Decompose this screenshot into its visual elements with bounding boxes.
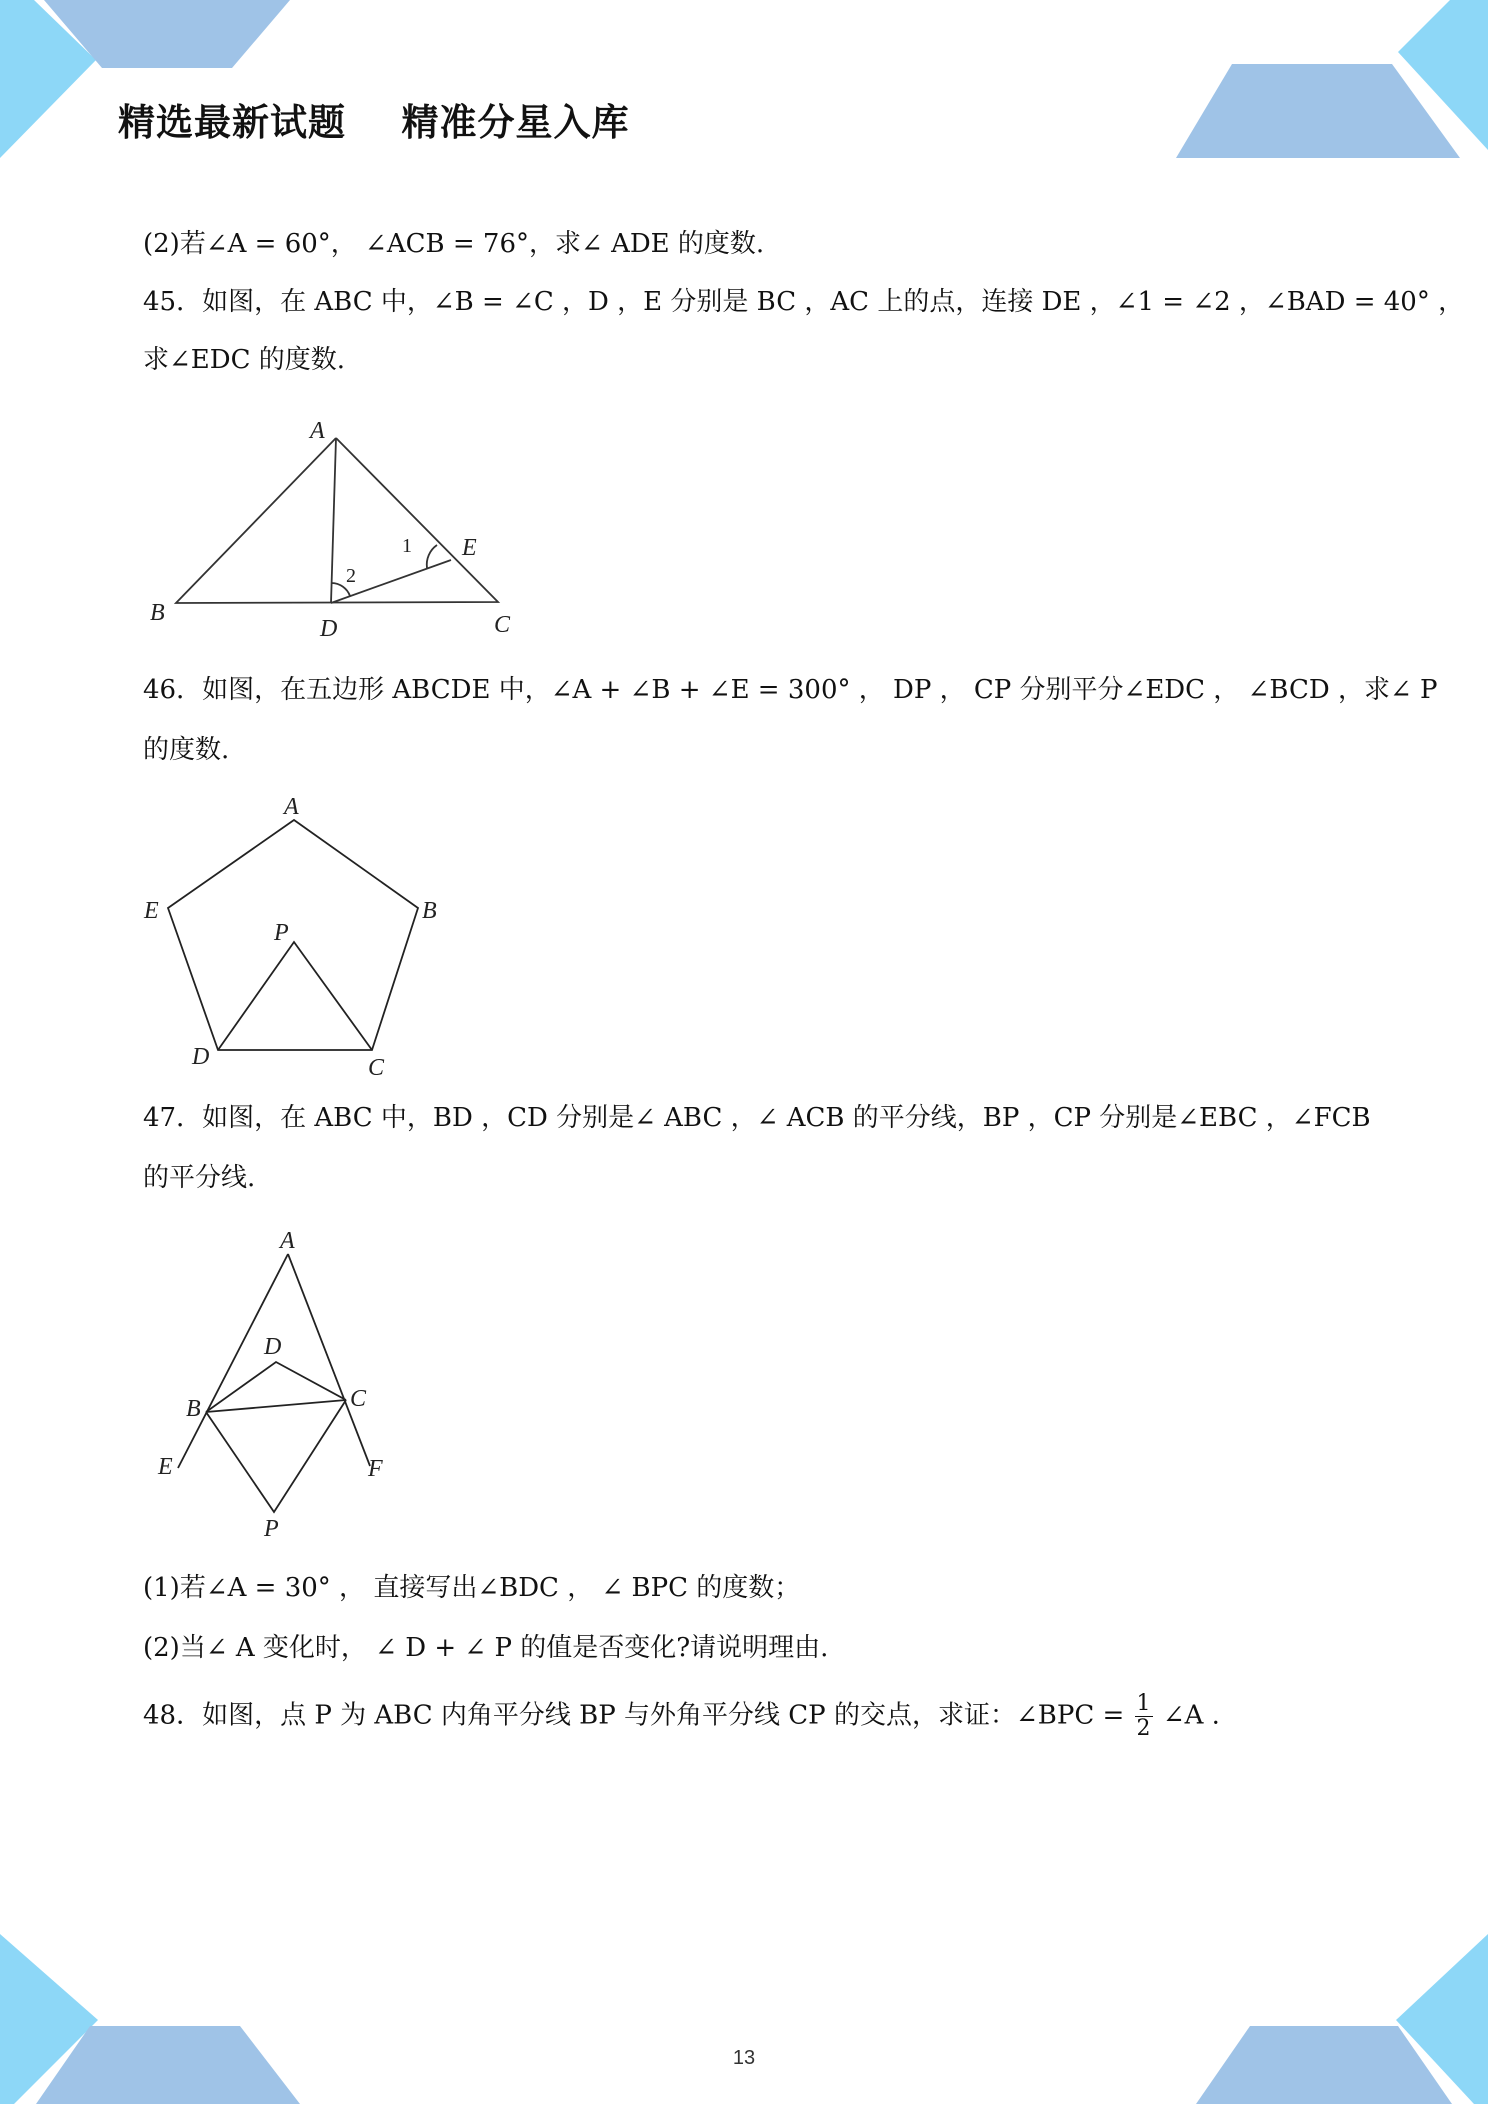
fig46-label-p: P bbox=[274, 920, 289, 946]
fig46-label-a: A bbox=[284, 794, 299, 820]
fig45-label-a: A bbox=[310, 418, 325, 444]
figure-46-pentagon bbox=[138, 786, 458, 1076]
fig46-label-b: B bbox=[422, 898, 437, 924]
fig45-label-c: C bbox=[494, 612, 511, 638]
question-45-line-2: 求∠EDC 的度数. bbox=[143, 345, 346, 375]
fig47-segments-bdc bbox=[206, 1362, 346, 1412]
fig47-label-b: B bbox=[186, 1396, 201, 1422]
question-46-line-1: 46．如图，在五边形 ABCDE 中，∠A + ∠B + ∠E = 300° ， DP ， CP 分别平分∠EDC ， ∠BCD ，求∠ P bbox=[143, 675, 1438, 705]
fig47-line-ae bbox=[178, 1254, 288, 1468]
question-47-line-2: 的平分线. bbox=[143, 1163, 256, 1193]
fig45-label-angle-2: 2 bbox=[346, 565, 356, 587]
question-48 bbox=[143, 1692, 1220, 1741]
fig47-segment-bc bbox=[206, 1400, 346, 1412]
question-47-part-1: (1)若∠A = 30° ， 直接写出∠BDC ， ∠ BPC 的度数； bbox=[143, 1573, 801, 1603]
fig46-triangle-dpc bbox=[218, 942, 372, 1050]
fig47-label-e: E bbox=[158, 1454, 173, 1480]
fig45-label-d: D bbox=[320, 616, 338, 642]
fig45-angle-1-arc bbox=[427, 545, 437, 568]
fig45-segment-ad bbox=[331, 438, 336, 603]
question-48-text-end: ∠A . bbox=[1162, 1700, 1220, 1731]
fig46-label-e: E bbox=[144, 898, 159, 924]
figure-47-triangle-bisectors bbox=[140, 1222, 410, 1552]
figure-45-triangle bbox=[140, 410, 530, 650]
fraction-denominator: 2 bbox=[1136, 1716, 1151, 1741]
question-48-text: 48．如图，点 P 为 ABC 内角平分线 BP 与外角平分线 CP 的交点，求证：∠BPC = bbox=[143, 1700, 1125, 1731]
fig46-label-c: C bbox=[368, 1055, 385, 1076]
question-47-part-2: (2)当∠ A 变化时， ∠ D + ∠ P 的值是否变化?请说明理由. bbox=[143, 1633, 829, 1663]
fig45-label-b: B bbox=[150, 600, 165, 626]
fig47-label-p: P bbox=[264, 1516, 279, 1542]
fig45-label-angle-1: 1 bbox=[402, 535, 412, 557]
fig47-label-a: A bbox=[280, 1228, 295, 1254]
fig45-label-e: E bbox=[462, 535, 477, 561]
fig47-label-f: F bbox=[368, 1456, 383, 1482]
question-46-line-2: 的度数. bbox=[143, 735, 230, 765]
fig46-pentagon-outline bbox=[168, 820, 418, 1050]
fig47-label-d: D bbox=[264, 1334, 282, 1360]
question-44-part-2: (2)若∠A = 60°， ∠ACB = 76°，求∠ ADE 的度数. bbox=[143, 229, 765, 259]
question-45-line-1: 45．如图，在 ABC 中，∠B = ∠C ，D ，E 分别是 BC ，AC 上的点，连接 DE ，∠1 = ∠2 ，∠BAD = 40° ， bbox=[143, 287, 1465, 317]
fig47-label-c: C bbox=[350, 1386, 367, 1412]
fraction-one-half bbox=[1135, 1692, 1153, 1741]
question-47-line-1: 47．如图，在 ABC 中，BD ，CD 分别是∠ ABC ，∠ ACB 的平分线，BP ，CP 分别是∠EBC ，∠FCB bbox=[143, 1103, 1371, 1133]
fig46-label-d: D bbox=[192, 1044, 210, 1070]
fraction-numerator: 1 bbox=[1136, 1691, 1151, 1716]
page-header-title: 精选最新试题 精准分星入库 bbox=[118, 101, 630, 144]
deco-shape bbox=[1176, 64, 1460, 158]
fig45-outline bbox=[176, 438, 498, 603]
fig47-segments-bpc bbox=[206, 1400, 346, 1512]
page-number: 13 bbox=[732, 2047, 756, 2069]
fig47-line-af bbox=[288, 1254, 370, 1466]
